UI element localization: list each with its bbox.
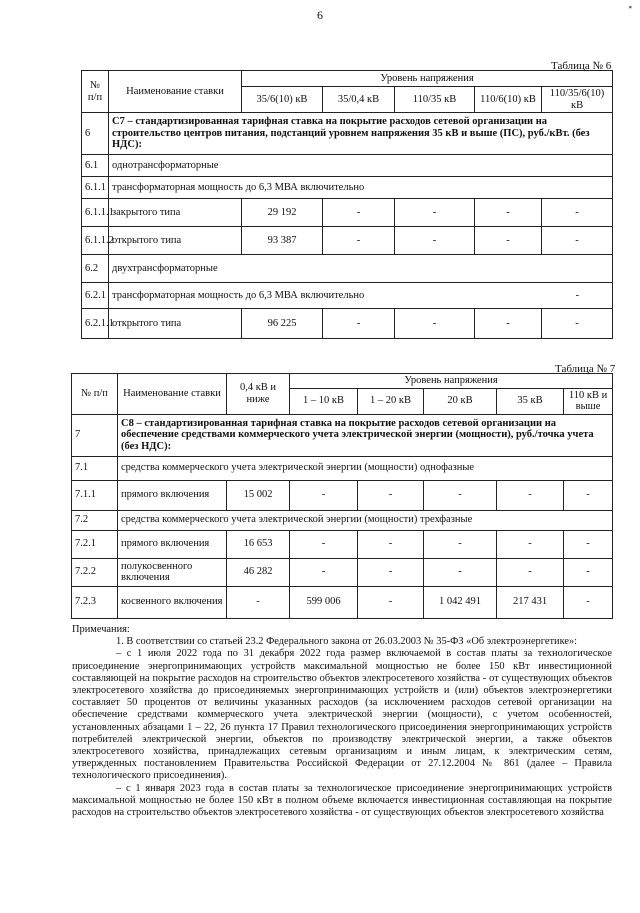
cell-value: 15 002: [227, 480, 290, 510]
cell-value: -: [564, 558, 613, 586]
row-num: 7.2.2: [72, 558, 118, 586]
cell-value: -: [358, 586, 424, 618]
cell-value: -: [290, 558, 358, 586]
col-name-header: Наименование ставки: [118, 374, 227, 415]
cell-value: -: [542, 199, 613, 227]
row-label: прямого включения: [118, 480, 227, 510]
row-label: средства коммерческого учета электрической энергии (мощности) однофазные: [118, 456, 613, 480]
row-num: 7.2: [72, 510, 118, 530]
row-num: 6.1.1.2: [82, 227, 109, 255]
row-num: 6.1.1: [82, 177, 109, 199]
row-num: 7.2.3: [72, 586, 118, 618]
cell-value: -: [395, 199, 475, 227]
cell-value: -: [497, 480, 564, 510]
voltage-col-header: 110/35 кВ: [395, 87, 475, 113]
cell-value: -: [358, 558, 424, 586]
cell-value: -: [395, 309, 475, 339]
row-num: 7.1.1: [72, 480, 118, 510]
cell-value: 16 653: [227, 530, 290, 558]
row-num: 6.1: [82, 155, 109, 177]
row-label: [109, 283, 613, 309]
row-label-text: трансформаторная мощность до 6,3 МВА включительно: [112, 289, 365, 301]
row-label: однотрансформаторные: [109, 155, 613, 177]
cell-value: 46 282: [227, 558, 290, 586]
cell-value: -: [323, 199, 395, 227]
cell-value: -: [290, 530, 358, 558]
voltage-level-header: Уровень напряжения: [242, 71, 613, 87]
voltage-col-header: 0,4 кВ и ниже: [227, 374, 290, 415]
cell-value: -: [323, 309, 395, 339]
cell-value: -: [395, 227, 475, 255]
cell-value: -: [424, 480, 497, 510]
note-paragraph: – с 1 июля 2022 года по 31 декабря 2022 года размер включаемой в состав платы за технологическое присоединение энергопринимающих устройств максимальной мощностью не более 150 кВт инвестиционной составляющей на покрытие расходов на строительство объектов электросетевого хозяйства - от существующих объектов электросетевого хозяйства до присоединяемых энергопринимающих устройств и (или) объектов электроэнергетики составляет 50 процентов от величины указанных расходов (за исключением расходов сетевой организации на обеспечение средствами коммерческого учета электрической энергии (мощности), с учетом особенностей, установленных абзацами 1 – 22, 26 пункта 17 Правил технологического присоединения энергопринимающих устройств потребителей электрической энергии, объектов по производству электрической энергии, а также объектов электросетевого хозяйства, принадлежащих сетевым организациям и иным лицам, к электрическим сетям, утвержденных постановлением Правительства Российской Федерации от 27.12.2004 № 861 (далее – Правила технологического присоединения).: [72, 648, 612, 782]
cell-value: 217 431: [497, 586, 564, 618]
section-num: 7: [72, 414, 118, 456]
cell-value: 1 042 491: [424, 586, 497, 618]
cell-value: -: [564, 480, 613, 510]
voltage-col-header: 35/0,4 кВ: [323, 87, 395, 113]
table-6: [81, 70, 613, 339]
corner-mark: ▪: [628, 2, 632, 12]
section-num: 6: [82, 113, 109, 155]
note-paragraph: – с 1 января 2023 года в состав платы за технологическое присоединение энергопринимающих устройств максимальной мощностью не более 150 кВт в полном объеме включается инвестиционная составляющая на покрытие расходов на строительство объектов электросетевого хозяйства - от существующих объектов электросетевого хозяйства: [72, 782, 612, 819]
cell-value: -: [497, 558, 564, 586]
row-label: двухтрансформаторные: [109, 255, 613, 283]
cell-value: -: [475, 227, 542, 255]
cell-value: -: [542, 227, 613, 255]
cell-value: -: [358, 480, 424, 510]
row-label: косвенного включения: [118, 586, 227, 618]
row-num: 6.2.1.1: [82, 309, 109, 339]
cell-value: -: [497, 530, 564, 558]
table-7: [71, 373, 613, 619]
cell-value: -: [323, 227, 395, 255]
row-label: трансформаторная мощность до 6,3 МВА включительно: [109, 177, 613, 199]
cell-value: -: [475, 199, 542, 227]
col-num-header: № п/п: [82, 71, 109, 113]
row-num: 6.2.1: [82, 283, 109, 309]
voltage-col-header: 110/35/6(10) кВ: [542, 87, 613, 113]
note-paragraph: 1. В соответствии со статьей 23.2 Федерального закона от 26.03.2003 № 35-ФЗ «Об электроэнергетике»:: [116, 636, 578, 648]
cell-value: -: [424, 530, 497, 558]
row-num: 7.1: [72, 456, 118, 480]
notes-title: Примечания:: [72, 624, 130, 635]
row-label: средства коммерческого учета электрической энергии (мощности) трехфазные: [118, 510, 613, 530]
row-label: прямого включения: [118, 530, 227, 558]
voltage-col-header: 110/6(10) кВ: [475, 87, 542, 113]
cell-value: 599 006: [290, 586, 358, 618]
cell-value: 29 192: [242, 199, 323, 227]
voltage-col-header: 20 кВ: [424, 388, 497, 414]
cell-value: -: [542, 309, 613, 339]
table6-caption: Таблица № 6: [551, 60, 612, 72]
section-title: С8 – стандартизированная тарифная ставка на покрытие расходов сетевой организации на обеспечение средствами коммерческого учета электрической энергии (мощности), руб./точка учета (без НДС):: [118, 414, 613, 456]
row-num: 6.2: [82, 255, 109, 283]
col-name-header: Наименование ставки: [109, 71, 242, 113]
notes-section: [72, 624, 612, 819]
page-number: 6: [317, 8, 323, 22]
row-label: открытого типа: [109, 227, 242, 255]
row-dash: -: [575, 289, 580, 301]
voltage-col-header: 35 кВ: [497, 388, 564, 414]
cell-value: 93 387: [242, 227, 323, 255]
voltage-col-header: 1 – 20 кВ: [358, 388, 424, 414]
voltage-col-header: 1 – 10 кВ: [290, 388, 358, 414]
row-label: открытого типа: [109, 309, 242, 339]
row-label: полукосвенного включения: [118, 558, 227, 586]
row-num: 7.2.1: [72, 530, 118, 558]
cell-value: -: [227, 586, 290, 618]
voltage-level-header: Уровень напряжения: [290, 374, 613, 389]
cell-value: 96 225: [242, 309, 323, 339]
row-num: 6.1.1.1: [82, 199, 109, 227]
cell-value: -: [424, 558, 497, 586]
cell-value: -: [475, 309, 542, 339]
voltage-col-header: 35/6(10) кВ: [242, 87, 323, 113]
row-label: закрытого типа: [109, 199, 242, 227]
cell-value: -: [290, 480, 358, 510]
table7-caption: Таблица № 7: [555, 363, 616, 375]
section-title: С7 – стандартизированная тарифная ставка на покрытие расходов сетевой организации на строительство центров питания, подстанций уровнем напряжения 35 кВ и выше (ПС), руб./кВт. (без НДС):: [109, 113, 613, 155]
cell-value: -: [564, 586, 613, 618]
voltage-col-header: 110 кВ и выше: [564, 388, 613, 414]
cell-value: -: [564, 530, 613, 558]
col-num-header: № п/п: [72, 374, 118, 415]
cell-value: -: [358, 530, 424, 558]
